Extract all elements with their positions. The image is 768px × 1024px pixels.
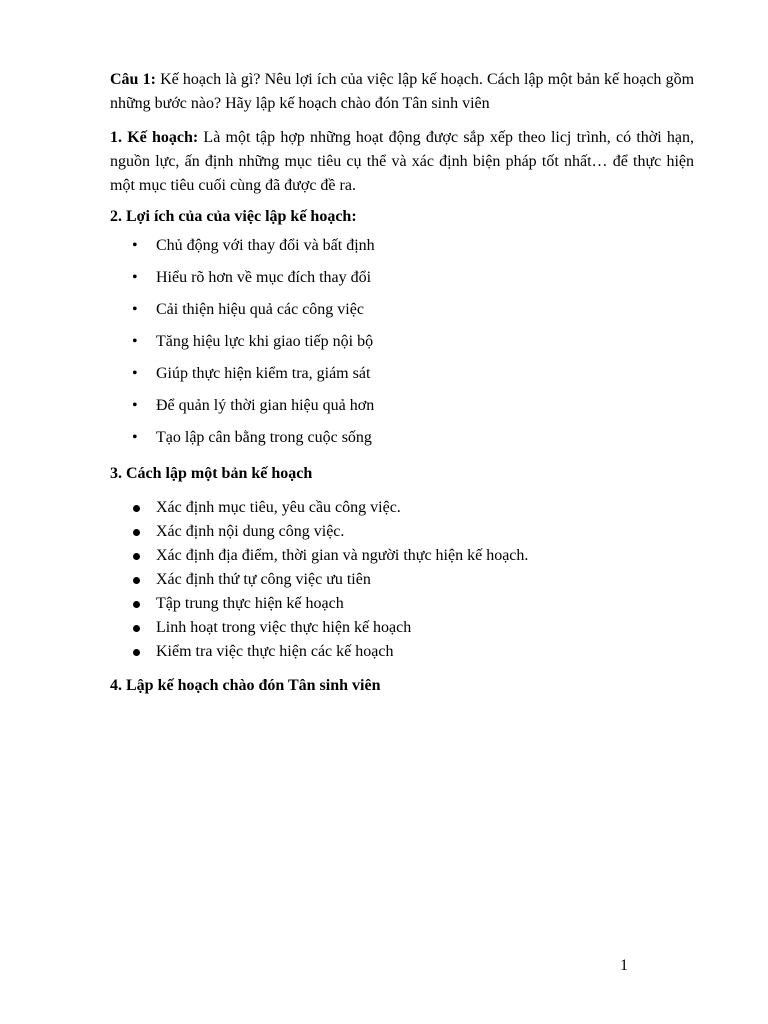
list-item-text: Xác định mục tiêu, yêu cầu công việc. xyxy=(156,499,401,516)
bullet-icon: • xyxy=(132,301,138,318)
list-item xyxy=(110,592,694,616)
list-item xyxy=(110,330,694,362)
list-item xyxy=(110,426,694,458)
list-item-text: Xác định nội dung công việc. xyxy=(156,523,345,540)
bullet-dot-icon xyxy=(133,529,140,536)
list-item-text: Giúp thực hiện kiểm tra, giám sát xyxy=(156,365,371,382)
list-item xyxy=(110,640,694,664)
document-body xyxy=(110,68,694,698)
question-text: Kế hoạch là gì? Nêu lợi ích của việc lập kế hoạch. Cách lập một bản kế hoạch gồm những bước nào? Hãy lập kế hoạch chào đón Tân sinh viên xyxy=(110,71,695,112)
list-item-text: Chủ động với thay đổi và bất định xyxy=(156,237,375,254)
bullet-icon: • xyxy=(132,269,138,286)
list-item xyxy=(110,362,694,394)
list-item-text: Để quản lý thời gian hiệu quả hơn xyxy=(156,397,375,414)
list-item-text: Tập trung thực hiện kế hoạch xyxy=(156,595,344,612)
list-item-text: Hiểu rõ hơn về mục đích thay đổi xyxy=(156,269,372,286)
bullet-dot-icon xyxy=(133,649,140,656)
bullet-icon: • xyxy=(132,237,138,254)
list-item-text: Tăng hiệu lực khi giao tiếp nội bộ xyxy=(156,333,374,350)
bullet-icon: • xyxy=(132,333,138,350)
bullet-dot-icon xyxy=(133,601,140,608)
list-item xyxy=(110,616,694,640)
bullet-icon: • xyxy=(132,397,138,414)
section1-label: 1. Kế hoạch: xyxy=(110,129,199,146)
bullet-dot-icon xyxy=(133,577,140,584)
benefits-list xyxy=(110,234,694,458)
bullet-icon: • xyxy=(132,429,138,446)
list-item-text: Linh hoạt trong việc thực hiện kế hoạch xyxy=(156,619,412,636)
question-label: Câu 1: xyxy=(110,71,156,88)
steps-list xyxy=(110,496,694,664)
bullet-dot-icon xyxy=(133,625,140,632)
bullet-dot-icon xyxy=(133,553,140,560)
list-item xyxy=(110,266,694,298)
list-item-text: Kiểm tra việc thực hiện các kế hoạch xyxy=(156,643,394,660)
section4-heading: 4. Lập kế hoạch chào đón Tân sinh viên xyxy=(110,677,381,694)
page-number: 1 xyxy=(620,957,628,974)
list-item xyxy=(110,394,694,426)
list-item xyxy=(110,520,694,544)
question-paragraph xyxy=(110,68,694,116)
definition-paragraph xyxy=(110,126,694,198)
list-item xyxy=(110,496,694,520)
bullet-icon: • xyxy=(132,365,138,382)
list-item xyxy=(110,298,694,330)
list-item xyxy=(110,544,694,568)
bullet-dot-icon xyxy=(133,505,140,512)
list-item xyxy=(110,234,694,266)
section3-heading: 3. Cách lập một bản kế hoạch xyxy=(110,465,313,482)
section2-heading: 2. Lợi ích của của việc lập kế hoạch: xyxy=(110,208,357,225)
list-item-text: Xác định địa điểm, thời gian và người thực hiện kế hoạch. xyxy=(156,547,529,564)
section1-text: Là một tập hợp những hoạt động được sắp xếp theo licj trình, có thời hạn, nguồn lực, ấn định những mục tiêu cụ thể và xác định biện pháp tốt nhất… để thực hiện một mục tiêu cuối cùng đã được đề ra. xyxy=(110,129,694,194)
list-item-text: Xác định thứ tự công việc ưu tiên xyxy=(156,571,371,588)
list-item xyxy=(110,568,694,592)
list-item-text: Cải thiện hiệu quả các công việc xyxy=(156,301,364,318)
list-item-text: Tạo lập cân bằng trong cuộc sống xyxy=(156,429,372,446)
